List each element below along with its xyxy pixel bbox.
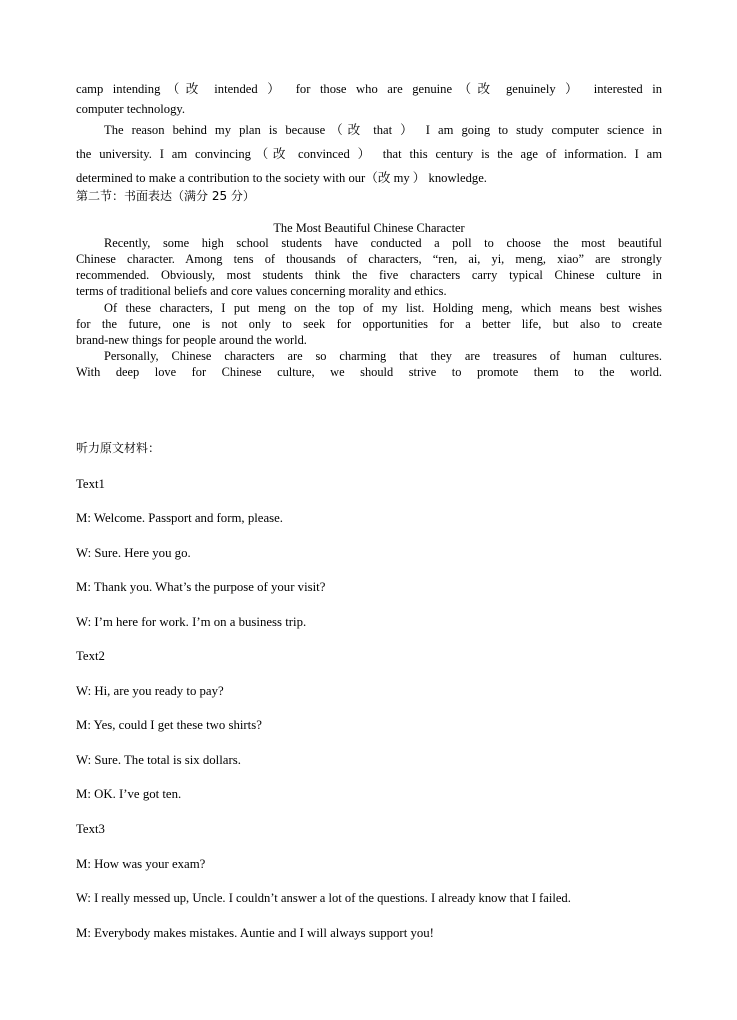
essay-title: The Most Beautiful Chinese Character [273,221,465,235]
essay-p2-line-3: brand-new things for people around the world. [76,333,307,347]
essay-p1-line-4: terms of traditional beliefs and core values concerning morality and ethics. [76,284,447,298]
essay-p2-line-2: for the future, one is not only to seek for opportunities for a better life, but also to create [76,317,662,331]
transcript-line: M: How was your exam? [76,857,206,871]
answer-line-2: computer technology. [76,102,185,116]
listening-heading: 听力原文材料： [76,441,161,455]
transcript-line: M: Everybody makes mistakes. Auntie and I will always support you! [76,926,434,940]
transcript-line: M: Yes, could I get these two shirts? [76,718,262,732]
essay-p1-line-1: Recently, some high school students have conducted a poll to choose the most beautiful [104,236,662,250]
essay-p3-line-1: Personally, Chinese characters are so charming that they are treasures of human cultures. [104,349,662,363]
transcript-line: W: Sure. The total is six dollars. [76,753,241,767]
answer-line-5: determined to make a contribution to the society with our（改 my ） knowledge. [76,171,487,185]
transcript-line: Text2 [76,649,105,663]
transcript-line: Text1 [76,477,105,491]
essay-p3-line-2: With deep love for Chinese culture, we should strive to promote them to the world. [76,365,662,379]
transcript-line: M: Welcome. Passport and form, please. [76,511,283,525]
transcript-line: W: Sure. Here you go. [76,546,191,560]
transcript-line: W: Hi, are you ready to pay? [76,684,224,698]
transcript-line: M: Thank you. What’s the purpose of your visit? [76,580,326,594]
essay-p2-line-1: Of these characters, I put meng on the top of my list. Holding meng, which means best wishes [104,301,662,315]
answer-line-1: camp intending（改 intended ） for those who are genuine（改 genuinely ） interested in [76,82,662,96]
transcript-line: M: OK. I’ve got ten. [76,787,182,801]
essay-p1-line-3: recommended. Obviously, most students think the five characters carry typical Chinese culture in [76,268,662,282]
transcript-line: W: I’m here for work. I’m on a business trip. [76,615,307,629]
section-heading: 第二节：书面表达（满分 25 分） [76,189,255,203]
transcript-line: Text3 [76,822,105,836]
essay-p1-line-2: Chinese character. Among tens of thousands of characters, “ren, ai, yi, meng, xiao” are strongly [76,252,662,266]
answer-line-4: the university. I am convincing（改 convinced ） that this century is the age of information. I am [76,147,662,161]
transcript-line: W: I really messed up, Uncle. I couldn’t answer a lot of the questions. I already know that I failed. [76,891,571,905]
answer-line-3: The reason behind my plan is because（改 that ） I am going to study computer science in [104,123,662,137]
